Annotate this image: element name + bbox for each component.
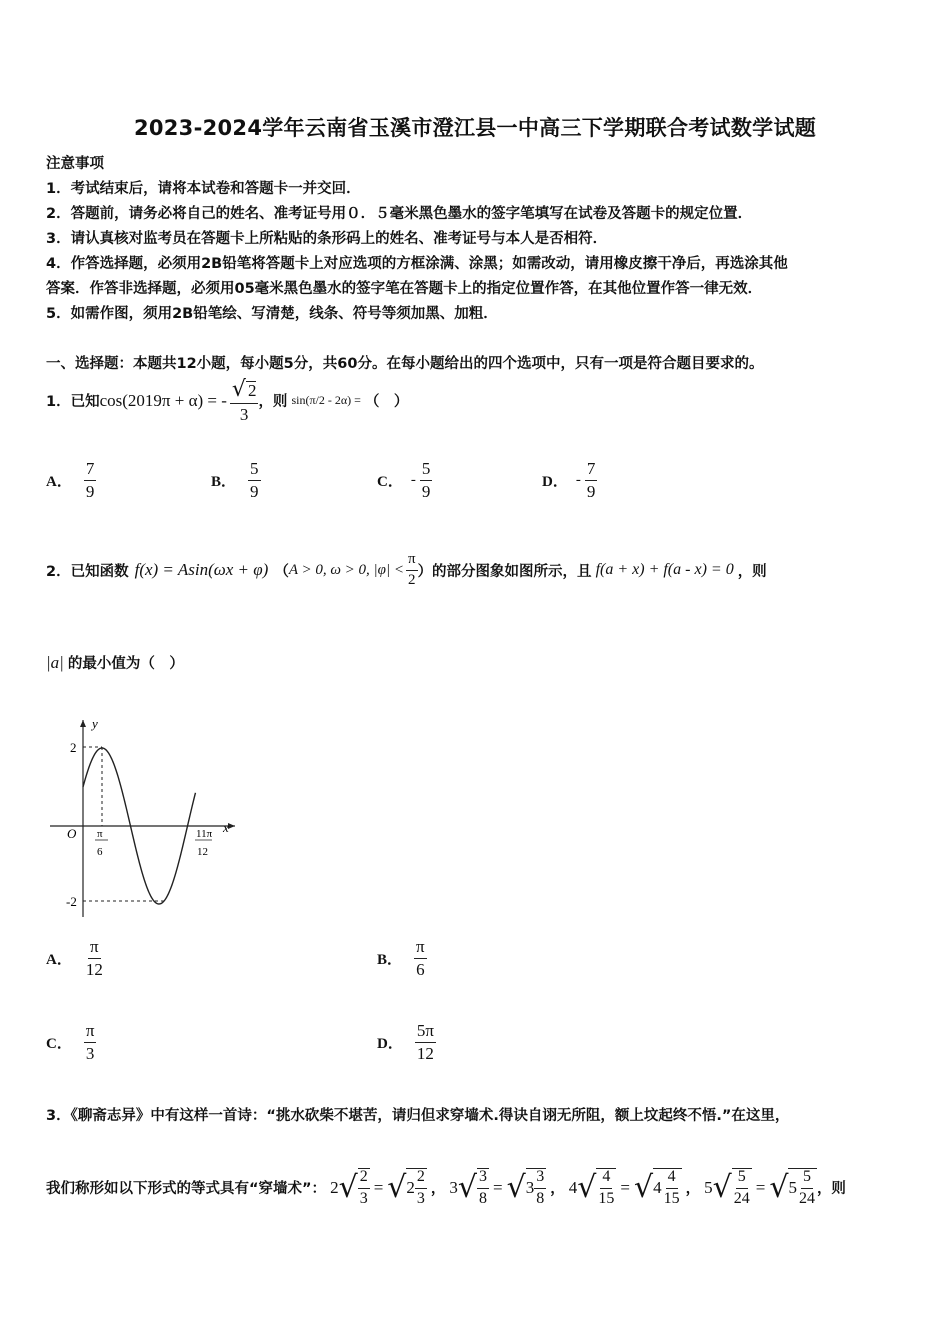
y-min-label: -2 xyxy=(66,894,77,909)
y-axis-arrow xyxy=(80,720,86,727)
question-3-line2: 我们称形如以下形式的等式具有“穿墙术”： 2 √ $\frac{2}{3}$ = √ 2 $\frac{2}{3}$ ， 3 √ $\frac{3}{8}$ = √ 3 $\frac{3}{8}$ ， 4 √ $\frac{4}{15}$ = √ 4 $\frac{4}{15}$ ， 5 √ $\frac{5}{24}$ = √ 5 $\frac{5}{24}$ ，则 xyxy=(46,1168,846,1207)
origin-label: O xyxy=(67,826,77,841)
tick2-num: 11π xyxy=(196,828,213,840)
q3-separator: ， xyxy=(550,1181,565,1198)
q2-option-b[interactable]: B． $\frac{\pi}{6}$ xyxy=(377,937,425,979)
notice-item: 1．考试结束后，请将本试卷和答题卡一并交回． xyxy=(46,181,361,197)
q3-identities xyxy=(330,1168,817,1208)
q1-tail: （ ） xyxy=(364,394,409,411)
q3-identity: 5 √ $\frac{5}{24}$ = √ 5 $\frac{5}{24}$ xyxy=(704,1168,815,1207)
notice-item: 4．作答选择题，必须用2B铅笔将答题卡上对应选项的方框涂满、涂黑；如需改动，请用橡皮擦干净后，再选涂其他 xyxy=(46,256,788,272)
page-title: 2023-2024学年云南省玉溪市澄江县一中高三下学期联合考试数学试题 xyxy=(133,116,817,140)
q3-separator: ， xyxy=(430,1181,446,1198)
tick1-den: 6 xyxy=(97,846,103,858)
x-label: x xyxy=(223,820,229,835)
q1-option-d[interactable]: D． - $\frac{7}{9}$ xyxy=(542,459,596,501)
q3-identity: 4 √ $\frac{4}{15}$ = √ 4 $\frac{4}{15}$ xyxy=(568,1168,680,1207)
section-heading: 一、选择题：本题共12小题，每小题5分，共60分。在每小题给出的四个选项中，只有一项是符合题目要求的。 xyxy=(46,356,764,372)
notice-item: 答案．作答非选择题，必须用05毫米黑色墨水的签字笔在答题卡上的指定位置作答，在其他位置作答一律无效． xyxy=(46,281,763,297)
q2-option-d[interactable]: D． $\frac{5\pi}{12}$ xyxy=(377,1021,434,1063)
q2-condition: A > 0, ω > 0, |φ| < xyxy=(288,561,404,578)
q3-identity: 2 √ $\frac{2}{3}$ = √ 2 $\frac{2}{3}$ xyxy=(330,1168,425,1207)
q1-condition: cos(2019π + α) = - xyxy=(99,390,227,410)
notice-heading: 注意事项 xyxy=(46,156,104,172)
y-label: y xyxy=(92,716,98,731)
q3-separator: ， xyxy=(685,1181,701,1198)
q2-function: f(x) = Asin(ωx + φ) xyxy=(134,560,269,580)
q1-option-c[interactable]: C． - $\frac{5}{9}$ xyxy=(377,459,431,501)
q1-prefix: 1．已知 xyxy=(46,394,100,411)
q3-identity: 3 √ $\frac{3}{8}$ = √ 3 $\frac{3}{8}$ xyxy=(449,1168,545,1207)
q2-equation: f(a + x) + f(a - x) = 0 xyxy=(595,561,734,579)
notice-item: 2．答题前，请务必将自己的姓名、准考证号用０．５毫米黑色墨水的签字笔填写在试卷及答题卡的规定位置． xyxy=(46,206,753,222)
q2-prefix: 2．已知函数 xyxy=(46,563,129,580)
q2-option-a[interactable]: A． $\frac{\pi}{12}$ xyxy=(46,937,103,979)
question-1 xyxy=(46,378,408,424)
question-3-line1: 3．《聊斋志异》中有这样一首诗：“挑水砍柴不堪苦，请归但求穿墙术.得诀自诩无所阻，额上坟起终不悟.”在这里， xyxy=(46,1108,790,1124)
sqrt-symbol: √ xyxy=(231,377,246,402)
q1-mid: ，则 xyxy=(258,394,288,411)
tick1-num: π xyxy=(97,828,103,840)
question-2: 2．已知函数 f(x) = Asin(ωx + φ) （ A > 0, ω > 0, |φ| < $\frac{\pi}{2}$ ）的部分图象如图所示，且 f(a + x) + f(a - x) = 0 ，则 xyxy=(46,551,767,588)
q1-fraction: $\frac{√ 2}{3}$ xyxy=(231,377,257,425)
y-max-label: 2 xyxy=(70,740,77,755)
notice-item: 3．请认真核对监考员在答题卡上所粘贴的条形码上的姓名、准考证号与本人是否相符． xyxy=(46,231,608,247)
q1-option-a[interactable]: A． $\frac{7}{9}$ xyxy=(46,459,95,501)
q1-option-b[interactable]: B． $\frac{5}{9}$ xyxy=(211,459,259,501)
x-axis-arrow xyxy=(228,823,235,829)
q2-line2: |a| 的最小值为（ ） xyxy=(46,652,184,672)
sine-graph xyxy=(45,712,245,922)
q2-option-c[interactable]: C． $\frac{\pi}{3}$ xyxy=(46,1021,95,1063)
q1-expression: sin(π/2 - 2α) = xyxy=(291,393,361,408)
tick2-den: 12 xyxy=(197,846,208,858)
notice-item: 5．如需作图，须用2B铅笔绘、写清楚，线条、符号等须加黑、加粗． xyxy=(46,306,498,322)
